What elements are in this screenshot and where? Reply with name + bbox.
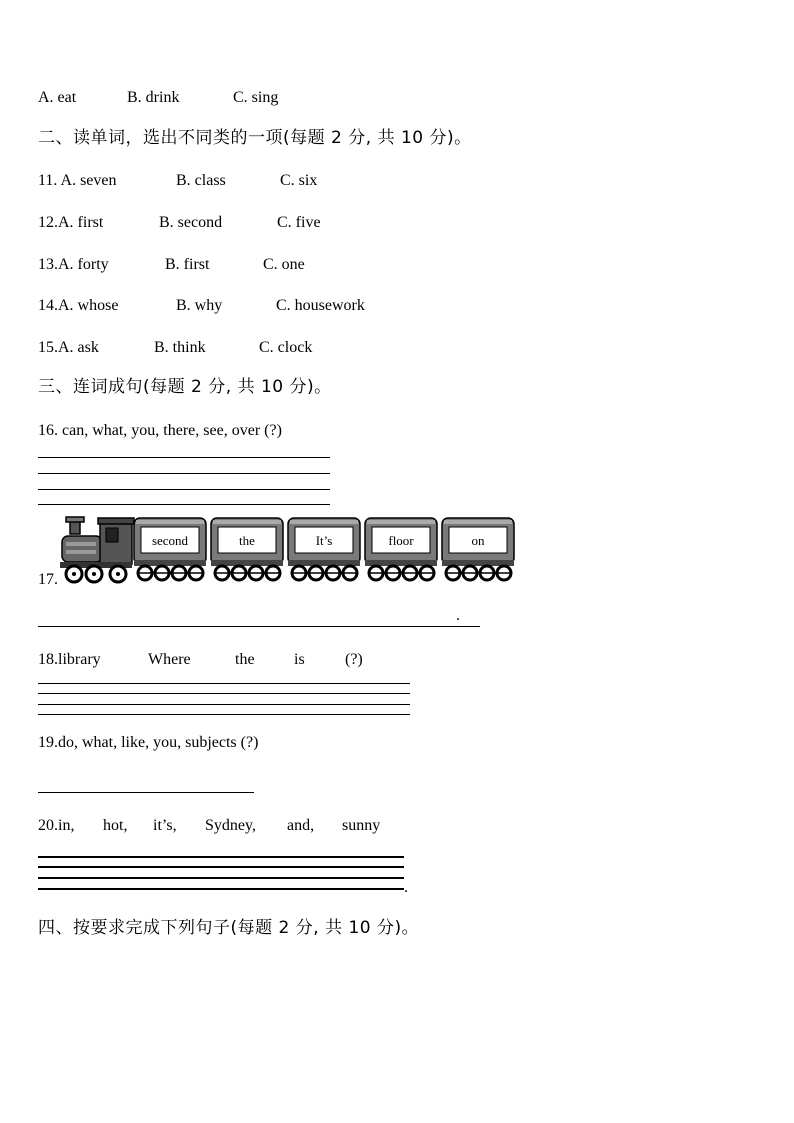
q13-option-c: C. one [263, 256, 305, 273]
train-car [288, 518, 360, 580]
q17-period: . [456, 607, 460, 624]
answer-line [38, 683, 410, 684]
answer-line [38, 457, 330, 458]
train-car [365, 518, 437, 580]
q10-option-b: B. drink [127, 89, 180, 106]
q20-word: Sydney, [205, 817, 256, 834]
section3-heading: 三、连词成句(每题 2 分, 共 10 分)。 [38, 377, 332, 397]
q18-word: Where [148, 651, 191, 668]
answer-line [38, 792, 254, 793]
train-car-word: the [239, 533, 255, 548]
answer-line [38, 704, 410, 705]
q12-option-b: B. second [159, 214, 223, 231]
train-car-word: It’s [315, 533, 333, 548]
q13-option-b: B. first [165, 256, 210, 273]
q18-word: the [235, 651, 255, 668]
q18-word: 18.library [38, 651, 101, 668]
q20-word: 20.in, [38, 817, 75, 834]
section2-heading: 二、读单词，选出不同类的一项(每题 2 分, 共 10 分)。 [38, 128, 472, 148]
answer-line [38, 473, 330, 474]
q15-option-c: C. clock [259, 339, 313, 356]
answer-line [38, 866, 404, 868]
q10-option-a: A. eat [38, 89, 77, 106]
q11-option-c: C. six [280, 172, 318, 189]
answer-line [38, 489, 330, 490]
q20-period: . [404, 879, 408, 896]
train-illustration [58, 512, 520, 586]
q15-option-b: B. think [154, 339, 206, 356]
section4-heading: 四、按要求完成下列句子(每题 2 分, 共 10 分)。 [38, 918, 420, 938]
q18-word: is [294, 651, 305, 668]
q12-option-c: C. five [277, 214, 321, 231]
q10-option-c: C. sing [233, 89, 279, 106]
q15-option-a: 15.A. ask [38, 339, 99, 356]
q17-number: 17. [38, 571, 58, 588]
q16-prompt: 16. can, what, you, there, see, over (?) [38, 422, 282, 439]
train-car-word: second [151, 533, 189, 548]
q19-prompt: 19.do, what, like, you, subjects (?) [38, 734, 259, 751]
answer-line [38, 877, 404, 879]
answer-line [38, 626, 480, 627]
q14-option-c: C. housework [276, 297, 365, 314]
q12-option-a: 12.A. first [38, 214, 104, 231]
q14-option-b: B. why [176, 297, 223, 314]
q20-word: hot, [103, 817, 128, 834]
q11-option-a: 11. A. seven [38, 172, 117, 189]
q18-word: (?) [345, 651, 363, 668]
answer-line [38, 856, 404, 858]
train-car [211, 518, 283, 580]
q20-word: and, [287, 817, 315, 834]
train-car [442, 518, 514, 580]
train-car [134, 518, 206, 580]
q14-option-a: 14.A. whose [38, 297, 119, 314]
q20-word: it’s, [153, 817, 177, 834]
train-car-word: floor [388, 533, 414, 548]
answer-line [38, 693, 410, 694]
q11-option-b: B. class [176, 172, 226, 189]
answer-line [38, 714, 410, 715]
q20-word: sunny [342, 817, 381, 834]
locomotive-icon [60, 517, 134, 582]
answer-line [38, 504, 330, 505]
train-car-word: on [471, 533, 485, 548]
q13-option-a: 13.A. forty [38, 256, 109, 273]
answer-line [38, 888, 404, 890]
